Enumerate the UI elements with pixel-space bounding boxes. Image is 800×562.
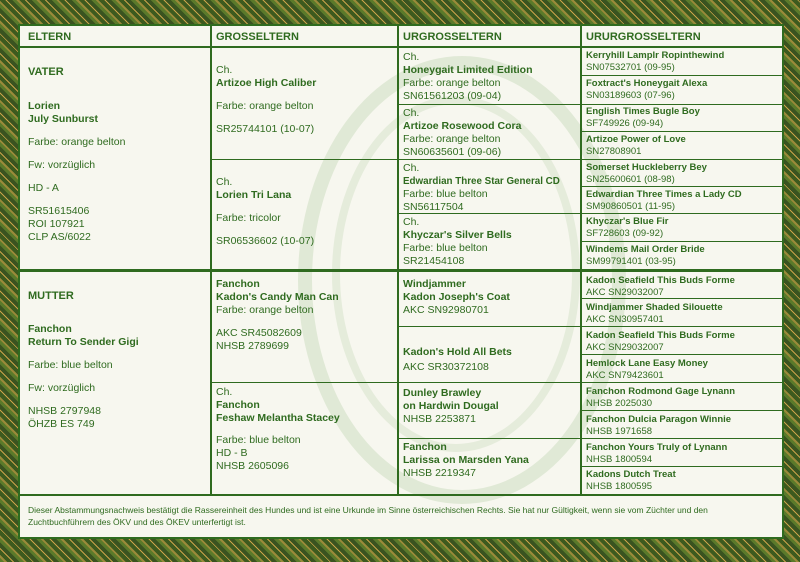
grandparent-3	[216, 278, 394, 353]
gggp10-reg: AKC SN30957401	[586, 314, 664, 325]
great-grandparent-4	[403, 216, 579, 268]
grandparent-4	[216, 386, 394, 473]
grandparent-1	[216, 64, 394, 136]
gp2-name: Lorien Tri Lana	[216, 189, 292, 201]
gggp15-reg: NHSB 1800594	[586, 454, 653, 465]
gp1-color: Farbe: orange belton	[216, 100, 314, 112]
ggp1-color: Farbe: orange belton	[403, 77, 501, 89]
gp1-name: Artizoe High Caliber	[216, 77, 317, 89]
gggp5-reg: SN25600601 (08-98)	[586, 174, 675, 185]
gggp3-name: English Times Bugle Boy	[586, 106, 700, 117]
ggp7-reg: NHSB 2253871	[403, 413, 476, 425]
ggp6-reg: AKC SR30372108	[403, 361, 489, 373]
gggp7-reg: SF728603 (09-92)	[586, 228, 664, 239]
gggp10-name: Windjammer Shaded Silouette	[586, 302, 723, 313]
header-ururgrosseltern: URURGROSSELTERN	[586, 31, 701, 43]
gggp7-name: Khyczar's Blue Fir	[586, 216, 669, 227]
great-grandparent-3	[403, 162, 579, 214]
gp2-reg: SR06536602 (10-07)	[216, 235, 315, 247]
grandparent-2	[216, 176, 394, 248]
dam-reg-1: NHSB 2797948	[28, 405, 101, 417]
great-grandparent-6	[403, 346, 579, 374]
gggp-2	[586, 78, 780, 102]
ggp4-reg: SR21454108	[403, 255, 465, 267]
gggp4-name: Artizoe Power of Love	[586, 134, 686, 145]
great-grandparent-7	[403, 387, 579, 426]
ggp5-name-1: Windjammer	[403, 278, 466, 290]
gggp-4	[586, 134, 780, 158]
gp3-name-1: Fanchon	[216, 278, 260, 290]
gggp2-name: Foxtract's Honeygait Alexa	[586, 78, 708, 89]
ggp1-title: Ch.	[403, 51, 420, 63]
sire-cell	[28, 66, 206, 244]
ggp8-reg: NHSB 2219347	[403, 467, 476, 479]
gp3-reg-2: NHSB 2789699	[216, 340, 289, 352]
gggp12-reg: AKC SN79423601	[586, 370, 664, 381]
gp3-color: Farbe: orange belton	[216, 304, 314, 316]
ggp6-name: Kadon's Hold All Bets	[403, 346, 512, 358]
ggp4-title: Ch.	[403, 216, 420, 228]
gggp5-name: Somerset Huckleberry Bey	[586, 162, 707, 173]
gggp-11	[586, 330, 780, 354]
sire-hd: HD - A	[28, 182, 59, 194]
gggp2-reg: SN03189603 (07-96)	[586, 90, 675, 101]
dam-name-1: Fanchon	[28, 323, 72, 335]
gggp9-name: Kadon Seafield This Buds Forme	[586, 275, 735, 286]
ggp5-name-2: Kadon Joseph's Coat	[403, 291, 510, 303]
dam-cell	[28, 290, 206, 431]
ggp7-name-1: Dunley Brawley	[403, 387, 482, 399]
gp2-title: Ch.	[216, 176, 233, 188]
gggp-9	[586, 275, 780, 299]
gggp11-name: Kadon Seafield This Buds Forme	[586, 330, 735, 341]
great-grandparent-1	[403, 51, 579, 103]
gggp15-name: Fanchon Yours Truly of Lynann	[586, 442, 728, 453]
gp1-reg: SR25744101 (10-07)	[216, 123, 315, 135]
gggp6-reg: SM90860501 (11-95)	[586, 201, 676, 212]
gggp-14	[586, 414, 780, 438]
pedigree-document	[18, 24, 784, 539]
gggp6-name: Edwardian Three Times a Lady CD	[586, 189, 742, 200]
ggp4-name: Khyczar's Silver Bells	[403, 229, 512, 241]
ggp1-reg: SN61561203 (09-04)	[403, 90, 502, 102]
gggp-5	[586, 162, 780, 186]
ggp3-name: Edwardian Three Star General CD	[403, 176, 560, 187]
ggp3-color: Farbe: blue belton	[403, 188, 488, 200]
gggp-15	[586, 442, 780, 466]
gp3-reg-1: AKC SR45082609	[216, 327, 302, 339]
gp4-hd: HD - B	[216, 447, 248, 459]
ggp2-title: Ch.	[403, 107, 420, 119]
gggp3-reg: SF749926 (09-94)	[586, 118, 664, 129]
sire-color: Farbe: orange belton	[28, 136, 126, 148]
gggp16-reg: NHSB 1800595	[586, 481, 653, 492]
gggp8-name: Windems Mail Order Bride	[586, 244, 705, 255]
ggp8-name-2: Larissa on Marsden Yana	[403, 454, 529, 466]
gggp-1	[586, 50, 780, 74]
gggp-10	[586, 302, 780, 326]
ggp2-color: Farbe: orange belton	[403, 133, 501, 145]
gggp11-reg: AKC SN29032007	[586, 342, 664, 353]
gp4-reg: NHSB 2605096	[216, 460, 289, 472]
gggp-6	[586, 189, 780, 213]
gp1-title: Ch.	[216, 64, 233, 76]
ggp7-name-2: on Hardwin Dougal	[403, 400, 499, 412]
gggp13-name: Fanchon Rodmond Gage Lynann	[586, 386, 736, 397]
gggp14-name: Fanchon Dulcia Paragon Winnie	[586, 414, 732, 425]
gggp-8	[586, 244, 780, 268]
sire-name-1: Lorien	[28, 100, 61, 112]
dam-rating: Fw: vorzüglich	[28, 382, 96, 394]
sire-reg-3: CLP AS/6022	[28, 231, 91, 243]
gp4-name-2: Feshaw Melantha Stacey	[216, 412, 340, 424]
gggp8-reg: SM99791401 (03-95)	[586, 256, 676, 267]
ggp2-name: Artizoe Rosewood Cora	[403, 120, 522, 132]
gp4-color: Farbe: blue belton	[216, 434, 301, 446]
dam-name-2: Return To Sender Gigi	[28, 336, 139, 348]
ggp3-reg: SN56117504	[403, 201, 464, 213]
gp4-title: Ch.	[216, 386, 233, 398]
gggp4-reg: SN27808901	[586, 146, 642, 157]
sire-label: VATER	[28, 66, 64, 78]
great-grandparent-5	[403, 278, 579, 317]
ggp8-name-1: Fanchon	[403, 441, 447, 453]
ggp3-title: Ch.	[403, 162, 420, 174]
sire-name-2: July Sunburst	[28, 113, 99, 125]
ggp1-name: Honeygait Limited Edition	[403, 64, 533, 76]
ggp2-reg: SN60635601 (09-06)	[403, 146, 502, 158]
ggp4-color: Farbe: blue belton	[403, 242, 488, 254]
dam-label: MUTTER	[28, 290, 74, 302]
gggp9-reg: AKC SN29032007	[586, 287, 664, 298]
dam-color: Farbe: blue belton	[28, 359, 113, 371]
sire-reg-1: SR51615406	[28, 205, 90, 217]
gggp14-reg: NHSB 1971658	[586, 426, 653, 437]
gggp-16	[586, 469, 780, 493]
header-urgrosseltern: URGROSSELTERN	[403, 31, 502, 43]
gp2-color: Farbe: tricolor	[216, 212, 281, 224]
gggp-7	[586, 216, 780, 240]
dam-reg-2: ÖHZB ES 749	[28, 418, 95, 430]
header-grosseltern: GROSSELTERN	[216, 31, 299, 43]
gggp13-reg: NHSB 2025030	[586, 398, 653, 409]
gggp-3	[586, 106, 780, 130]
sire-rating: Fw: vorzüglich	[28, 159, 96, 171]
gggp-12	[586, 358, 780, 382]
header-eltern: ELTERN	[28, 31, 72, 43]
ggp5-reg: AKC SN92980701	[403, 304, 489, 316]
gggp1-name: Kerryhill Lamplr Ropinthewind	[586, 50, 725, 61]
gp3-name-2: Kadon's Candy Man Can	[216, 291, 339, 303]
gp4-name-1: Fanchon	[216, 399, 260, 411]
gggp12-name: Hemlock Lane Easy Money	[586, 358, 708, 369]
gggp1-reg: SN07532701 (09-95)	[586, 62, 675, 73]
gggp-13	[586, 386, 780, 410]
great-grandparent-2	[403, 107, 579, 159]
legal-footer: Dieser Abstammungsnachweis bestätigt die Rassereinheit des Hundes und ist eine Urkunde im Sinne österreichischen Rechts. Sie hat nur Gültigkeit, wenn sie vom Züchter und den Zuchtbuchführern des ÖKV und des ÖKEV unterfertigt ist.	[28, 505, 708, 527]
sire-reg-2: ROI 107921	[28, 218, 85, 230]
gggp16-name: Kadons Dutch Treat	[586, 469, 676, 480]
great-grandparent-8	[403, 441, 579, 480]
